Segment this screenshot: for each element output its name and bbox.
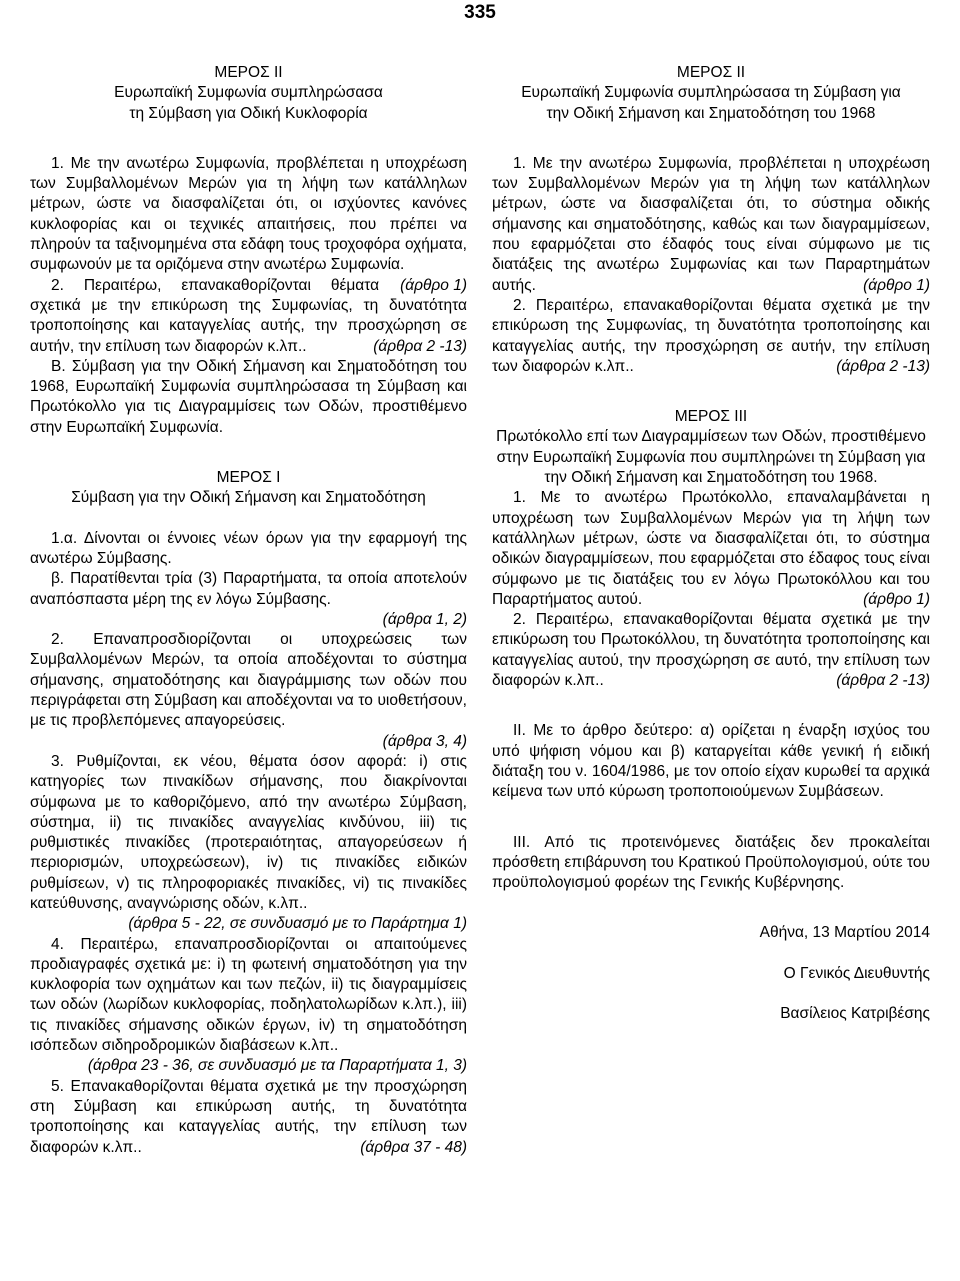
left-part2-heading xyxy=(30,63,467,124)
signature-date: Αθήνα, 13 Μαρτίου 2014 xyxy=(759,924,930,942)
paragraph-s2: 2. Περαιτέρω, επανακαθορίζονται θέματα σχετικά με την επικύρωση του Πρωτοκόλλου, τη δυνατότητα τροποποίησης και καταγγελίας αυτού, την προσχώρηση σε αυτό, την επίλυση των διαφορών κ.λπ.. (άρθρα 2 -13) xyxy=(492,610,930,691)
paragraph-2: 2. Περαιτέρω, επανακαθορίζονται θέματα σχετικά με την επικύρωση της Συμφωνίας, τη δυνατότητα τροποποίησης και καταγγελίας αυτής, την προσχώρηση σε αυτήν, την επίλυση των διαφορών κ.λπ.. (άρθρα 2 -13) xyxy=(30,276,467,357)
article-ref: (άρθρα 2 -13) xyxy=(836,357,930,375)
paragraph-II: ΙΙ. Με το άρθρο δεύτερο: α) ορίζεται η έναρξη ισχύος του υπό ψήφιση νόμου και β) καταργείται κάθε γενική ή ειδική διάταξη του ν. 1604/1986, με τον οποίο είχαν κυρωθεί τα αρχικά κείμενα των υπό κύρωση τροποποιούμενων Συμβάσεων. xyxy=(492,722,930,801)
paragraph-s1: 1. Με το ανωτέρω Πρωτόκολλο, επαναλαμβάνεται η υποχρέωση των Συμβαλλομένων Μερών για τη λήψη των κατάλληλων μέτρων, ώστε να διασφαλίζεται ότι, το σύστημα οδικών διαγραμμίσεων, που εφαρμόζεται στο έδαφος τους είναι σύμφωνο με τις διατάξεις του εν λόγω Πρωτοκόλλου και του Παραρτήματος αυτού. (άρθρο 1) xyxy=(492,488,930,610)
heading-line: Ευρωπαϊκή Συμφωνία συμπληρώσασα τη Σύμβαση για xyxy=(521,84,901,102)
paragraph-q2: 2. Επαναπροσδιορίζονται οι υποχρεώσεις των Συμβαλλομένων Μερών, τα οποία αποδέχονται το σύστημα σήμανσης, σηματοδότησης και διαγράμμισης των οδών που περιγράφεται στη Σύμβαση και αποδέχονται να το υιοθετήσουν, με τις προβλεπόμενες απαγορεύσεις. xyxy=(30,631,467,730)
paragraph-1a: 1.α. Δίνονται οι έννοιες νέων όρων για την εφαρμογή της ανωτέρω Σύμβασης. xyxy=(30,529,467,567)
heading-line: ΜΕΡΟΣ ΙΙ xyxy=(214,64,283,81)
heading-line: ΜΕΡΟΣ Ι xyxy=(216,469,281,487)
paragraph-q5: 5. Επανακαθορίζονται θέματα σχετικά με την προσχώρηση στη Σύμβαση και επικύρωση αυτής, τη δυνατότητα τροποποίησης και καταγγελίας αυτής, την επίλυση των διαφορών κ.λπ.. (άρθρα 37 - 48) xyxy=(30,1077,467,1158)
paragraph-q3: 3. Ρυθμίζονται, εκ νέου, θέματα όσον αφορά: i) στις κατηγορίες των πινακίδων σήμανσης, που διακρίνονται σύμφωνα με το καθοριζόμενο, από την ανωτέρω Σύμβαση, σύστημα, ii) τις πινακίδες αναγγελίας κινδύνου, iii) τις ρυθμιστικές πινακίδες (προτεραιότητας, απαγορεύσεων ή περιορισμών, υποχρεώσεων), iv) τις πινακίδες ειδικών ρυθμίσεων, v) τις πληροφοριακές πινακίδες, vi) τις πινακίδες κατεύθυνσης, αναγνώρισης οδών, κ.λπ.. xyxy=(30,752,467,912)
article-ref: (άρθρα 3, 4) xyxy=(382,732,467,750)
article-ref: (άρθρο 1) xyxy=(863,590,930,608)
heading-line: Σύμβαση για την Οδική Σήμανση και Σηματοδότηση xyxy=(71,489,426,507)
paragraph-1b: β. Παρατίθενται τρία (3) Παραρτήματα, τα οποία αποτελούν αναπόσπαστα μέρη της εν λόγω Σύμβασης. xyxy=(30,570,467,608)
article-ref: (άρθρα 23 - 36, σε συνδυασμό με τα Παραρτήματα 1, 3) xyxy=(87,1057,467,1075)
article-ref: (άρθρο 1) xyxy=(863,276,930,294)
right-column xyxy=(492,63,930,1024)
heading-line: Ευρωπαϊκή Συμφωνία συμπληρώσασα xyxy=(114,84,383,102)
paragraph-q4: 4. Περαιτέρω, επαναπροσδιορίζονται οι απαιτούμενες προδιαγραφές σχετικά με: i) τη φωτεινή σηματοδότηση για την κυκλοφορία των οχημάτων και των πεζών, ii) τις διαγραμμίσεις των οδών (λωρίδων κυκλοφορίας, ποδηλατολωρίδων κ.λπ.), iii) τις πινακίδες σήμανσης οδικών έργων, iv) τη σηματοδότηση ισόπεδων σιδηροδρομικών διαβάσεων κ.λπ.. xyxy=(30,935,467,1055)
article-ref: (άρθρα 2 -13) xyxy=(836,672,930,690)
heading-line: την Οδική Σήμανση και Σηματοδότηση του 1968 xyxy=(546,104,876,122)
part3-intro: Πρωτόκολλο επί των Διαγραμμίσεων των Οδών, προστιθέμενο στην Ευρωπαϊκή Συμφωνία που συμπληρώνει τη Σύμβαση για την Οδική Σήμανση και Σηματοδότηση του 1968. xyxy=(496,428,926,487)
page-number: 335 xyxy=(464,2,496,23)
signer-title: Ο Γενικός Διευθυντής xyxy=(783,964,930,982)
paragraph-1: 1. Με την ανωτέρω Συμφωνία, προβλέπεται η υποχρέωση των Συμβαλλομένων Μερών για τη λήψη των κατάλληλων μέτρων, ώστε να διασφαλίζεται ότι, οι ισχύοντες κανόνες κυκλοφορίας και οι τεχνικές απαιτήσεις, που πρέπει να πληρούν τα ταξινομημένα στα εδάφη τους τροχοφόρα οχήματα, συμφωνούν με τα οριζόμενα στην ανωτέρω Συμφωνία. (άρθρο 1) xyxy=(30,154,467,276)
article-ref: (άρθρα 5 - 22, σε συνδυασμό με το Παράρτημα 1) xyxy=(128,915,467,933)
paragraph-III: ΙΙΙ. Από τις προτεινόμενες διατάξεις δεν προκαλείται πρόσθετη επιβάρυνση του Κρατικού Προϋπολογισμού, ούτε του προϋπολογισμού φορέων της Γενικής Κυβέρνησης. xyxy=(492,833,930,892)
signer-name: Βασίλειος Κατριβέσης xyxy=(780,1004,930,1022)
right-part2-heading xyxy=(492,63,930,124)
heading-line: τη Σύμβαση για Οδική Κυκλοφορία xyxy=(129,104,368,122)
article-ref: (άρθρα 37 - 48) xyxy=(360,1138,467,1156)
paragraph-r2: 2. Περαιτέρω, επανακαθορίζονται θέματα σχετικά με την επικύρωση της Συμφωνίας, τη δυνατότητα τροποποίησης και καταγγελίας αυτής, την προσχώρηση σε αυτήν, την επίλυση των διαφορών κ.λπ.. (άρθρα 2 -13) xyxy=(492,296,930,377)
paragraph-b: Β. Σύμβαση για την Οδική Σήμανση και Σηματοδότηση του 1968, Ευρωπαϊκή Συμφωνία συμπληρώσασα τη Σύμβαση και Πρωτόκολλο για τις Διαγραμμίσεις των Οδών, προστιθέμενο στην Ευρωπαϊκή Συμφωνία. xyxy=(30,357,467,436)
part3-heading: ΜΕΡΟΣ ΙΙΙ xyxy=(674,408,748,426)
article-ref: (άρθρα 2 -13) xyxy=(373,337,467,355)
article-ref: (άρθρο 1) xyxy=(400,276,467,294)
paragraph-r1: 1. Με την ανωτέρω Συμφωνία, προβλέπεται η υποχρέωση των Συμβαλλομένων Μερών για τη λήψη των κατάλληλων μέτρων, ώστε να διασφαλίζεται ότι, το σύστημα οδικής σήμανσης και σηματοδότησης, καθώς και των διαγραμμίσεων, που εφαρμόζεται στο έδαφός τους είναι σύμφωνο με τις διατάξεις της ανωτέρω Συμφωνίας και των Παραρτημάτων αυτής. (άρθρο 1) xyxy=(492,154,930,296)
left-column xyxy=(30,63,467,1158)
left-part1-heading xyxy=(30,468,467,509)
article-ref: (άρθρα 1, 2) xyxy=(382,610,467,628)
heading-line: ΜΕΡΟΣ ΙΙ xyxy=(676,64,746,81)
